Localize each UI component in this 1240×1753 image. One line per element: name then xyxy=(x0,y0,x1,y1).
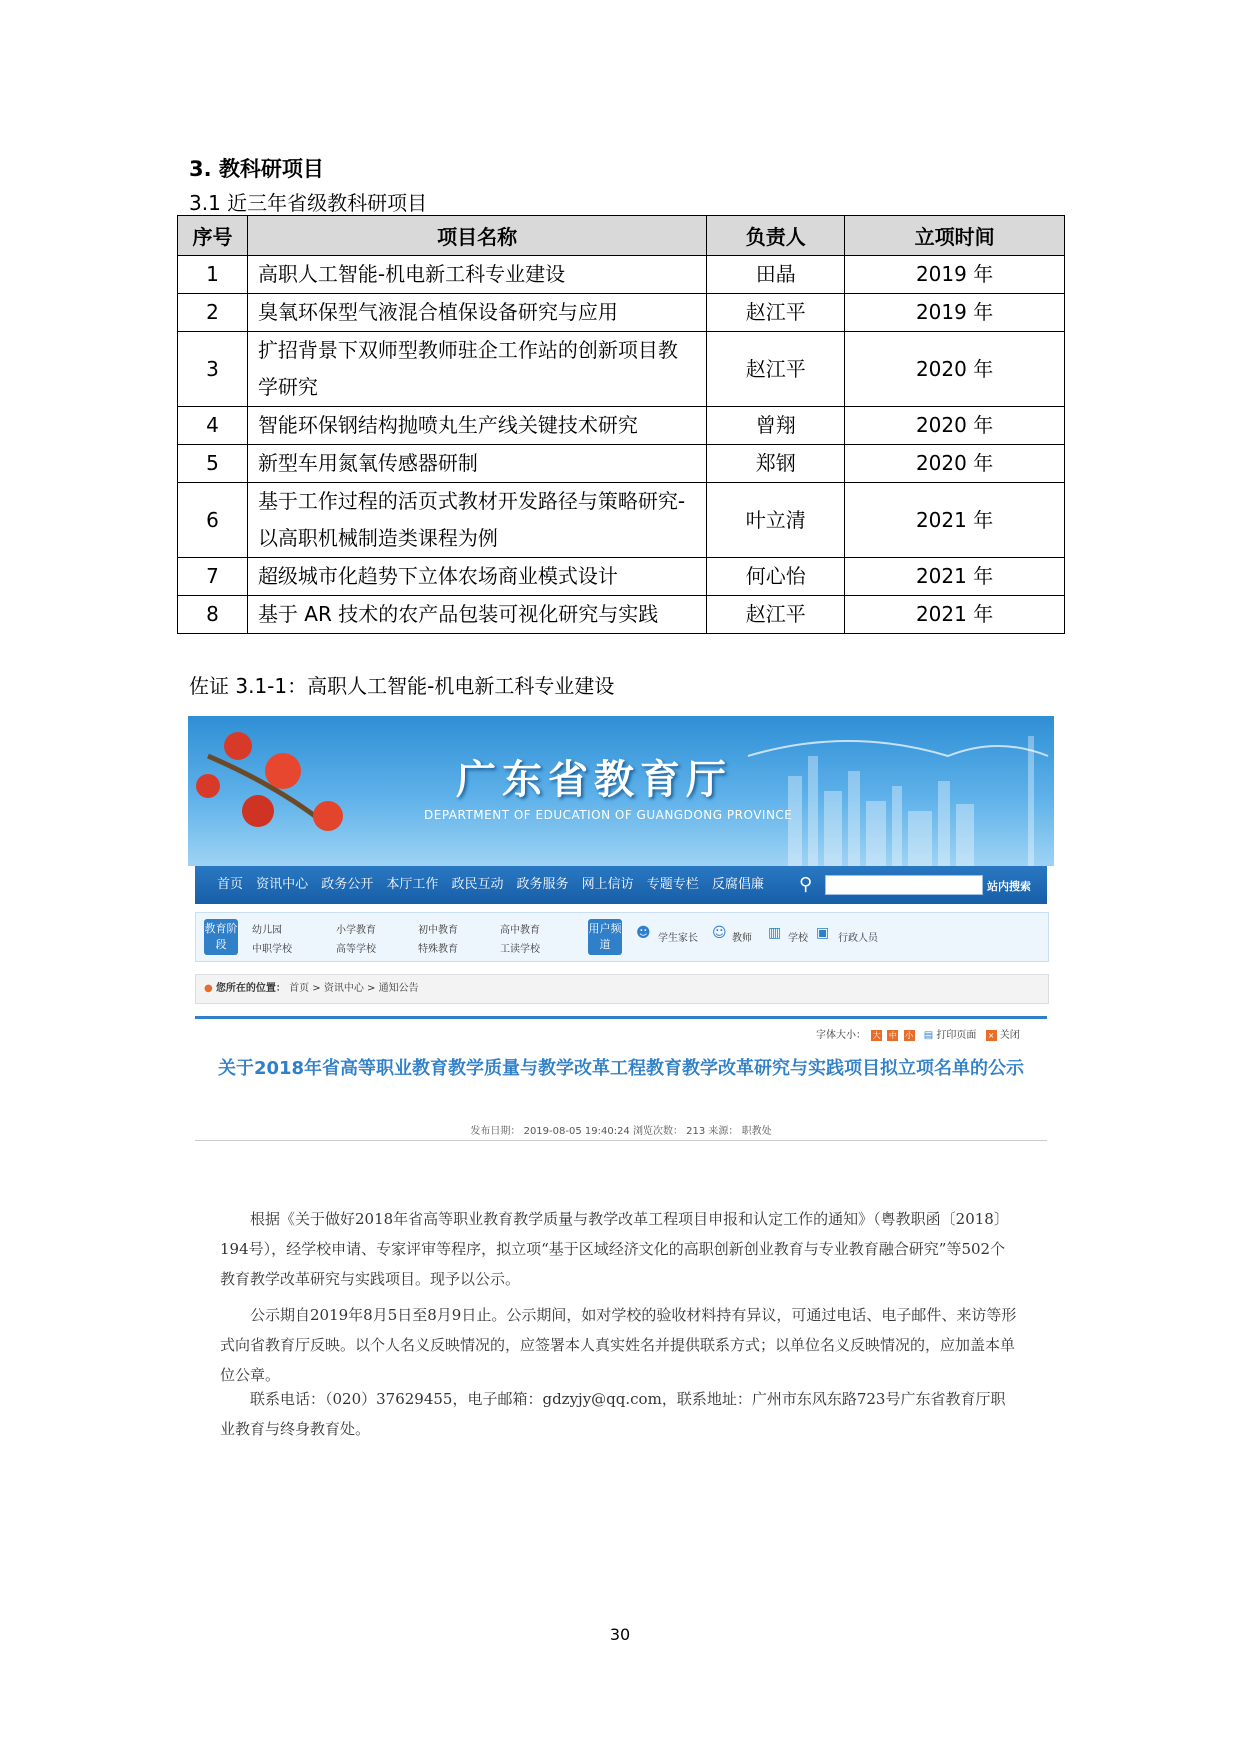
nav-item-home[interactable]: 首页 xyxy=(217,877,244,892)
cell-name: 基于工作过程的活页式教材开发路径与策略研究-以高职机械制造类课程为例 xyxy=(247,483,706,558)
col-header-leader: 负责人 xyxy=(707,216,845,256)
briefcase-icon: ▣ xyxy=(816,925,830,941)
col-header-year: 立项时间 xyxy=(845,216,1065,256)
site-subtitle: DEPARTMENT OF EDUCATION OF GUANGDONG PROVINCE xyxy=(424,808,793,822)
cell-leader: 郑钢 xyxy=(707,445,845,483)
site-title: 广东省教育厅 xyxy=(456,757,732,803)
table-row xyxy=(178,256,1065,294)
edu-link[interactable]: 高等学校 xyxy=(336,944,376,955)
cell-no: 1 xyxy=(178,256,248,294)
cell-no: 2 xyxy=(178,294,248,332)
cell-year: 2020 年 xyxy=(845,445,1065,483)
nav-item-gov-open[interactable]: 政务公开 xyxy=(321,877,374,892)
cell-leader: 何心怡 xyxy=(707,558,845,596)
breadcrumb-path[interactable]: 首页 > 资讯中心 > 通知公告 xyxy=(289,983,419,994)
cell-year: 2021 年 xyxy=(845,558,1065,596)
cell-name: 基于 AR 技术的农产品包装可视化研究与实践 xyxy=(247,596,706,634)
projects-table xyxy=(177,215,1065,634)
cell-year: 2019 年 xyxy=(845,294,1065,332)
cell-year: 2021 年 xyxy=(845,596,1065,634)
nav-item-anticorruption[interactable]: 反腐倡廉 xyxy=(711,877,764,892)
subsection-heading: 3.1 近三年省级教科研项目 xyxy=(189,191,428,215)
nav-item-petition[interactable]: 网上信访 xyxy=(581,877,634,892)
site-search-input[interactable] xyxy=(825,875,983,895)
cell-leader: 赵江平 xyxy=(707,596,845,634)
close-icon: × xyxy=(986,1030,997,1041)
kapok-flower-illustration xyxy=(196,732,343,831)
cell-year: 2020 年 xyxy=(845,407,1065,445)
cell-leader: 田晶 xyxy=(707,256,845,294)
font-size-small-button[interactable]: 小 xyxy=(905,1031,914,1040)
cell-leader: 叶立清 xyxy=(707,483,845,558)
col-header-no: 序号 xyxy=(178,216,248,256)
cell-name: 高职人工智能-机电新工科专业建设 xyxy=(247,256,706,294)
school-icon: ▥ xyxy=(768,925,782,941)
page-number: 30 xyxy=(609,1625,631,1644)
cell-name: 新型车用氮氧传感器研制 xyxy=(247,445,706,483)
edu-link[interactable]: 高中教育 xyxy=(500,925,540,936)
edu-link[interactable]: 幼儿园 xyxy=(252,925,282,936)
table-header-row xyxy=(178,216,1065,256)
user-link[interactable]: 学生家长 xyxy=(658,933,698,944)
cell-year: 2020 年 xyxy=(845,332,1065,407)
table-row xyxy=(178,294,1065,332)
table-row xyxy=(178,483,1065,558)
print-page-link[interactable]: 打印页面 xyxy=(936,1030,977,1041)
table-row xyxy=(178,596,1065,634)
nav-item-service[interactable]: 政务服务 xyxy=(516,877,569,892)
evidence-caption: 佐证 3.1-1：高职人工智能-机电新工科专业建设 xyxy=(189,674,615,698)
site-search-button[interactable]: 站内搜索 xyxy=(987,880,1031,893)
notice-paragraph: 公示期自2019年8月5日至8月9日止。公示期间，如对学校的验收材料持有异议，可通过电话、电子邮件、来访等形式向省教育厅反映。以个人名义反映情况的，应签署本人真实姓名并提供联系方式；以单位名义反映情况的，应加盖本单位公章。 xyxy=(220,1306,1017,1384)
location-icon: ● xyxy=(204,983,213,994)
cell-leader: 曾翔 xyxy=(707,407,845,445)
cell-year: 2019 年 xyxy=(845,256,1065,294)
col-header-name: 项目名称 xyxy=(247,216,706,256)
site-nav-bar xyxy=(195,866,1047,904)
print-icon: ▤ xyxy=(923,1030,934,1041)
cell-no: 4 xyxy=(178,407,248,445)
cell-no: 7 xyxy=(178,558,248,596)
font-size-large-button[interactable]: 大 xyxy=(872,1031,881,1040)
section-heading: 3. 教科研项目 xyxy=(189,157,324,181)
user-link[interactable]: 学校 xyxy=(788,933,808,944)
meta-divider xyxy=(195,1140,1047,1141)
user-link[interactable]: 教师 xyxy=(732,933,752,944)
cell-no: 3 xyxy=(178,332,248,407)
table-row xyxy=(178,407,1065,445)
edu-link[interactable]: 初中教育 xyxy=(418,925,458,936)
nav-item-topics[interactable]: 专题专栏 xyxy=(646,877,699,892)
category-bar xyxy=(195,912,1049,962)
nav-item-news[interactable]: 资讯中心 xyxy=(256,877,309,892)
cell-name: 扩招背景下双师型教师驻企工作站的创新项目教学研究 xyxy=(247,332,706,407)
close-link[interactable]: 关闭 xyxy=(999,1030,1020,1041)
cell-no: 6 xyxy=(178,483,248,558)
cell-leader: 赵江平 xyxy=(707,332,845,407)
user-link[interactable]: 行政人员 xyxy=(838,933,878,944)
notice-paragraph: 联系电话：（020）37629455，电子邮箱：gdzyjy@qq.com，联系地址：广州市东风东路723号广东省教育厅职业教育与终身教育处。 xyxy=(220,1390,1006,1438)
edu-link[interactable]: 特殊教育 xyxy=(418,944,458,955)
user-channel-badge: 用户频道 xyxy=(588,919,622,955)
edu-stage-badge: 教育阶段 xyxy=(204,919,238,955)
content-divider xyxy=(195,1016,1047,1019)
embedded-website-screenshot xyxy=(188,716,1054,1438)
breadcrumb-label: 您所在的位置： xyxy=(215,983,286,994)
font-size-label: 字体大小： xyxy=(816,1030,866,1041)
edu-link[interactable]: 小学教育 xyxy=(336,925,376,936)
cell-name: 智能环保钢结构抛喷丸生产线关键技术研究 xyxy=(247,407,706,445)
site-banner xyxy=(188,716,1054,866)
edu-link[interactable]: 工读学校 xyxy=(500,944,540,955)
notice-paragraph: 根据《关于做好2018年省高等职业教育教学质量与教学改革工程项目申报和认定工作的通知》（粤教职函〔2018〕194号），经学校申请、专家评审等程序，拟立项“基于区域经济文化的高职创新创业教育与专业教育融合研究”等502个教育教学改革研究与实践项目。现予以公示。 xyxy=(220,1210,1009,1288)
cell-no: 8 xyxy=(178,596,248,634)
breadcrumb xyxy=(195,974,1049,1004)
table-row xyxy=(178,445,1065,483)
edu-link[interactable]: 中职学校 xyxy=(252,944,292,955)
notice-meta: 发布日期： 2019-08-05 19:40:24 浏览次数： 213 来源： 职教处 xyxy=(470,1126,772,1137)
cell-no: 5 xyxy=(178,445,248,483)
cell-name: 臭氧环保型气液混合植保设备研究与应用 xyxy=(247,294,706,332)
notice-title: 关于2018年省高等职业教育教学质量与教学改革工程教育教学改革研究与实践项目拟立项名单的公示 xyxy=(217,1058,1025,1079)
table-row xyxy=(178,558,1065,596)
nav-item-work[interactable]: 本厅工作 xyxy=(386,877,439,892)
article-tools xyxy=(816,1026,1020,1041)
cell-year: 2021 年 xyxy=(845,483,1065,558)
cell-leader: 赵江平 xyxy=(707,294,845,332)
font-size-medium-button[interactable]: 中 xyxy=(888,1031,897,1040)
teacher-icon: ☺ xyxy=(712,925,727,941)
parent-icon: ☻ xyxy=(636,925,651,941)
nav-item-interaction[interactable]: 政民互动 xyxy=(451,877,504,892)
search-icon[interactable]: ⚲ xyxy=(799,874,813,895)
cell-name: 超级城市化趋势下立体农场商业模式设计 xyxy=(247,558,706,596)
table-row xyxy=(178,332,1065,407)
